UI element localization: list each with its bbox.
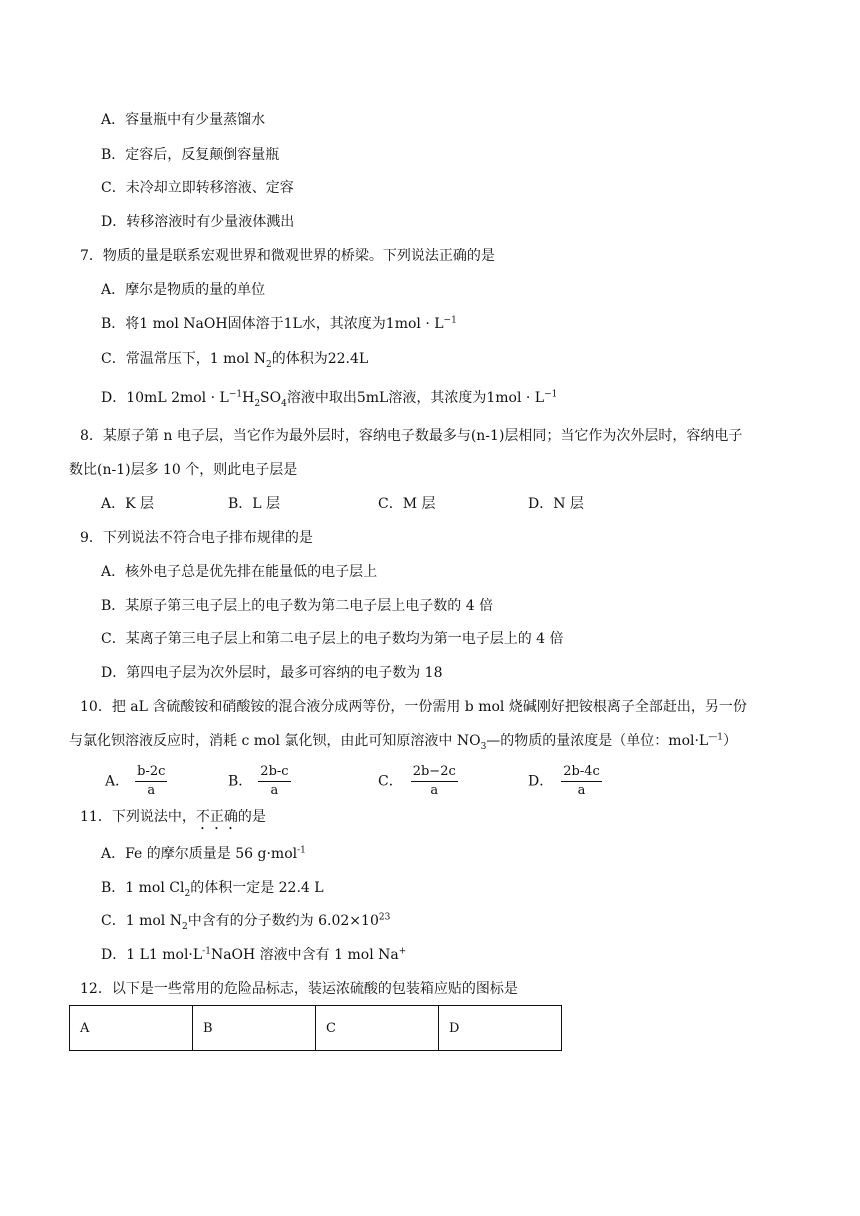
q11-stem-pre: 11．下列说法中， — [80, 809, 196, 825]
table-cell-b: B — [193, 1006, 316, 1051]
q10-stem-line2 — [69, 731, 737, 751]
q6-option-c: C．未冷却立即转移溶液、定容 — [101, 180, 294, 196]
q6-option-d: D．转移溶液时有少量液体溅出 — [101, 214, 295, 230]
q7-d-sup2: −1 — [544, 389, 558, 400]
q10-option-d — [528, 763, 602, 800]
q11-b-post: 的体积一定是 22.4 L — [190, 880, 324, 896]
q7-c-pre: C．常温常压下， — [101, 351, 210, 367]
q6-option-a: A．容量瓶中有少量蒸馏水 — [101, 112, 266, 128]
q7-d-sub1: 2 — [254, 398, 261, 409]
q7-stem: 7．物质的量是联系宏观世界和微观世界的桥梁。下列说法正确的是 — [80, 248, 495, 264]
q11-c-mid: 中含有的分子数约为 6.02×10 — [187, 913, 379, 929]
q11-c-sub: 2 — [181, 921, 188, 932]
q7-d-mid: 溶液中取出 — [286, 390, 357, 406]
q10-a-numerator: b-2c — [135, 763, 167, 782]
q10-c-label: C． — [378, 773, 403, 790]
q11-b-pre: B．1 mol Cl — [101, 880, 185, 896]
q8-option-b: B．L 层 — [228, 496, 281, 512]
q7-option-a: A．摩尔是物质的量的单位 — [101, 282, 266, 298]
table-cell-d: D — [439, 1006, 562, 1051]
q11-b-sub: 2 — [184, 888, 191, 899]
q9-option-c: C．某离子第三电子层上和第二电子层上的电子数均为第一电子层上的 4 倍 — [101, 631, 564, 647]
q7-b-mid2: 水，其浓度为 — [301, 316, 386, 332]
q8-option-a: A．K 层 — [101, 496, 155, 512]
q10-stem-end: ） — [722, 733, 737, 749]
q10-stem-pre: 与氯化钡溶液反应时，消耗 c mol 氯化钡，由此可知原溶液中 NO — [69, 733, 481, 749]
q12-stem: 12．以下是一些常用的危险品标志，装运浓硫酸的包装箱应贴的图标是 — [80, 981, 518, 997]
q7-d-m2: H — [242, 390, 255, 406]
q9-option-b: B．某原子第三电子层上的电子数为第二电子层上电子数的 4 倍 — [101, 598, 494, 614]
q9-option-d: D．第四电子层为次外层时，最多可容纳的电子数为 18 — [101, 665, 443, 681]
q7-c-sub: 2 — [265, 359, 272, 370]
q10-stem-post: —的物质的量浓度是（单位：mol·L — [486, 733, 709, 749]
q11-stem-emphasis: 不正确 — [195, 809, 238, 825]
q11-option-d — [101, 945, 406, 965]
q7-c-m2: 22.4L — [327, 351, 369, 367]
q7-b-m1: 1 mol NaOH — [139, 316, 228, 332]
q10-option-c — [378, 763, 458, 800]
q11-a-text: A．Fe 的摩尔质量是 56 g·mol — [101, 846, 298, 862]
q10-c-denominator: a — [430, 783, 439, 798]
q8-option-d: D．N 层 — [528, 496, 584, 512]
q9-stem: 9．下列说法不符合电子排布规律的是 — [80, 530, 313, 546]
q7-option-c — [101, 349, 368, 369]
q11-stem — [80, 807, 266, 833]
table-row — [70, 1006, 562, 1051]
q7-b-pre: B．将 — [101, 316, 140, 332]
q10-a-denominator: a — [147, 783, 156, 798]
q10-b-denominator: a — [270, 783, 279, 798]
q10-b-numerator: 2b-c — [258, 763, 290, 782]
q10-c-fraction — [411, 763, 458, 800]
q7-b-sup: −1 — [443, 315, 457, 326]
q7-d-mid2: 溶液，其浓度为 — [388, 390, 487, 406]
q10-d-fraction — [561, 763, 602, 800]
q7-d-m4: 5mL — [356, 390, 389, 406]
q10-option-a — [105, 763, 167, 800]
q7-option-b — [101, 314, 457, 334]
q8-stem-line2: 数比(n-1)层多 10 个，则此电子层是 — [69, 462, 298, 478]
q10-d-label: D． — [528, 773, 554, 790]
q8-option-c: C．M 层 — [378, 496, 436, 512]
q7-d-pre: D． — [101, 390, 127, 406]
q7-d-m1: 10mL 2mol · L — [126, 390, 229, 406]
q10-a-label: A． — [105, 773, 130, 790]
q11-d-sup: -1 — [202, 946, 211, 957]
q10-option-b — [228, 763, 291, 800]
q10-stem-sub: 3 — [480, 741, 487, 752]
table-cell-c: C — [316, 1006, 439, 1051]
table-cell-a: A — [70, 1006, 193, 1051]
q6-option-b: B．定容后，反复颠倒容量瓶 — [101, 147, 280, 163]
q7-b-mid: 固体溶于 — [227, 316, 284, 332]
q7-b-m3: 1mol · L — [385, 316, 444, 332]
q10-stem-sup: —1 — [708, 732, 723, 743]
q11-option-c — [101, 911, 390, 931]
q10-b-fraction — [258, 763, 290, 800]
q10-a-fraction — [135, 763, 167, 800]
q11-c-pre: C．1 mol N — [101, 913, 182, 929]
q8-stem-line1: 8．某原子第 n 电子层，当它作为最外层时，容纳电子数最多与(n-1)层相同；当它作为次外层时，容纳电子 — [80, 428, 743, 444]
q7-d-m5: 1mol · L — [486, 390, 545, 406]
q11-d-pre: D．1 L1 mol·L — [101, 947, 203, 963]
q11-d-mid: NaOH 溶液中含有 1 mol Na — [210, 947, 399, 963]
q7-b-m2: 1L — [283, 316, 302, 332]
q7-option-d — [101, 388, 557, 408]
hazard-sign-table — [69, 1005, 562, 1051]
q10-d-denominator: a — [577, 783, 586, 798]
q7-c-m1: 1 mol N — [209, 351, 266, 367]
q7-c-mid: 的体积为 — [271, 351, 328, 367]
q11-d-sup2: + — [398, 946, 407, 957]
q10-d-numerator: 2b-4c — [561, 763, 602, 782]
q11-option-b — [101, 878, 324, 898]
q11-option-a — [101, 844, 306, 864]
q7-d-m3: SO — [260, 390, 282, 406]
q11-stem-post: 的是 — [237, 809, 266, 825]
q10-stem-line1: 10．把 aL 含硫酸铵和硝酸铵的混合液分成两等份，一份需用 b mol 烧碱刚好把铵根离子全部赶出，另一份 — [80, 699, 747, 715]
q9-option-a: A．核外电子总是优先排在能量低的电子层上 — [101, 564, 378, 580]
q7-d-sub2: 4 — [281, 398, 287, 409]
q10-b-label: B． — [228, 773, 253, 790]
q7-d-sup1: −1 — [228, 389, 243, 400]
q11-a-sup: -1 — [297, 845, 306, 856]
q10-c-numerator: 2b−2c — [411, 763, 458, 782]
q11-c-sup: 23 — [378, 912, 391, 923]
